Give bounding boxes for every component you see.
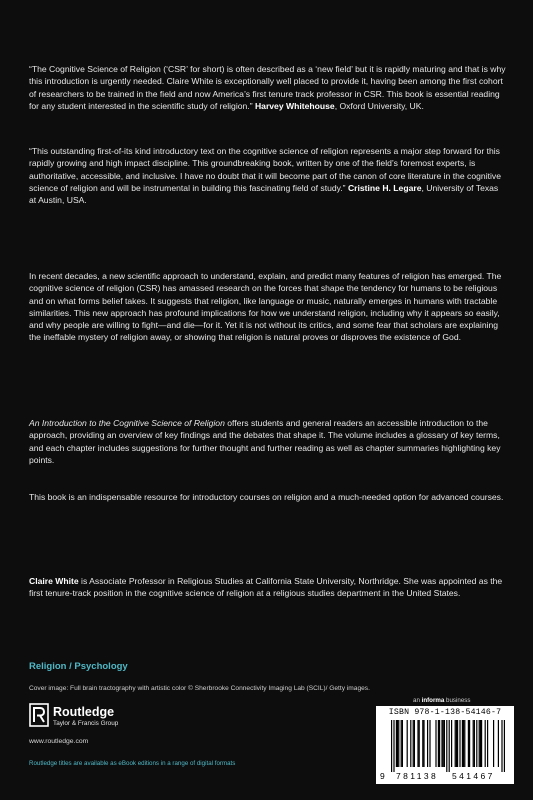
barcode-bar xyxy=(480,720,481,767)
informa-prefix: an xyxy=(413,697,422,704)
barcode-bar xyxy=(479,720,480,767)
description-text: In recent decades, a new scientific approach to understand, explain, and predict many features of religion has emerged. The cognitive science of religion (CSR) has amassed research on the forces that shape the tendency for humans to be religious and on what forms belief takes. It suggests that religion, like language or music, naturally emerges in humans with tractable similarities. This new approach has profound implications for how we understand religion, including why it appears so easily, and why people are willing to fight—and die—for it. Yet it is not without its critics, and some fear that scholars are explaining the ineffable mystery of religion away, or showing that religion is natural proves or disproves the existence of God. xyxy=(29,271,502,343)
barcode-digit-group-1: 781138 xyxy=(396,771,439,781)
author-bio xyxy=(29,575,507,600)
barcode-bar xyxy=(422,720,423,767)
isbn-barcode xyxy=(376,706,514,784)
barcode-bar xyxy=(393,720,394,772)
barcode-bar xyxy=(397,720,398,767)
barcode-bar xyxy=(457,720,458,767)
barcode-digit-group-2: 541467 xyxy=(452,771,495,781)
barcode-bar xyxy=(439,720,440,767)
barcode-bar xyxy=(419,720,420,767)
description-paragraph-1 xyxy=(29,270,507,344)
barcode-bar xyxy=(474,720,475,767)
quote-author: Harvey Whitehouse xyxy=(254,100,335,111)
description-text: offers students and general readers an accessible introduction to the approach, providing an overview of key findings and the debates that shape it. The volume includes a glossary of key terms, and each chapter includes suggestions for further thought and further reading as well as chapter summaries highlighting key points. xyxy=(29,418,501,465)
description-paragraph-3 xyxy=(29,491,507,503)
quote-text: “This outstanding first-of-its kind introductory text on the cognitive science of religion represents a major step forward for this rapidly growing and high impact discipline. This groundbreaking book, written by one of the field’s foremost experts, is authoritative, accessible, and inclusive. I have no doubt that it will become part of the canon of core literature in the cognitive science of religion and will be instrumental in building this fascinating field of study.” xyxy=(29,146,501,193)
barcode-bar xyxy=(462,720,463,767)
barcode-bar xyxy=(446,720,447,772)
barcode-bar xyxy=(455,720,456,767)
quote-text: “The Cognitive Science of Religion (‘CSR’ for short) is often described as a ‘new field’ but it is rapidly maturing and that is why this introduction is urgently needed. Claire White is exceptionally well placed to provide it, having been among the first cohort of researchers to be trained in the field and now America’s first tenure track professor in CSR. This book is essential reading for any student interested in the scientific study of religion.” xyxy=(29,64,506,111)
barcode-bar xyxy=(429,720,430,767)
barcode-bar xyxy=(413,720,414,767)
barcode-bar xyxy=(481,720,482,767)
quote-affiliation: , University of Texas at Austin, USA. xyxy=(29,182,499,206)
author-bio-text: is Associate Professor in Religious Studies at California State University, Northridge. She was appointed as the first tenure-track position in the cognitive science of religion at a religious studies department in the United States. xyxy=(29,576,503,599)
publisher-group: Taylor & Francis Group xyxy=(53,720,119,727)
endorsement-quote-2 xyxy=(29,145,507,206)
barcode-bar xyxy=(410,720,411,767)
informa-business-tag xyxy=(413,697,470,704)
barcode-bar xyxy=(441,720,442,767)
barcode-bar xyxy=(501,720,502,772)
barcode-bar xyxy=(451,720,452,767)
publisher-logo xyxy=(29,703,199,743)
barcode-bar xyxy=(498,720,499,767)
subject-category: Religion / Psychology xyxy=(29,661,128,672)
barcode-bar xyxy=(449,720,450,772)
barcode-bar xyxy=(402,720,403,767)
barcode-bar xyxy=(391,720,392,772)
barcode-bar xyxy=(473,720,474,767)
barcode-bar xyxy=(423,720,424,767)
barcode-bar xyxy=(487,720,488,767)
isbn-label: ISBN 978-1-138-54146-7 xyxy=(388,708,502,717)
barcode-bar xyxy=(463,720,464,767)
author-name: Claire White xyxy=(29,576,79,586)
endorsement-quote-1 xyxy=(29,63,507,112)
barcode-bar xyxy=(444,720,445,767)
barcode-bar xyxy=(443,720,444,767)
barcode-digit-first: 9 xyxy=(380,771,385,781)
routledge-logo-icon xyxy=(29,703,49,727)
description-paragraph-2 xyxy=(29,417,507,466)
informa-name: informa xyxy=(421,697,445,704)
description-text: This book is an indispensable resource for introductory courses on religion and a much-needed option for advanced courses. xyxy=(29,492,504,502)
barcode-bar xyxy=(476,720,477,767)
ebook-note: Routledge titles are available as eBook editions in a range of digital formats xyxy=(29,760,236,767)
barcode-bar xyxy=(435,720,436,767)
publisher-name: Routledge xyxy=(53,705,115,719)
barcode-bar xyxy=(401,720,402,767)
barcode-bar xyxy=(469,720,470,767)
informa-suffix: business xyxy=(444,697,471,704)
publisher-url: www.routledge.com xyxy=(29,738,89,745)
cover-credit: Cover image: Full brain tractography with artistic color © Sherbrooke Connectivity Imaging Lab (SCIL)/ Getty images. xyxy=(29,685,370,692)
quote-author: Cristine H. Legare xyxy=(347,182,422,193)
barcode-bar xyxy=(493,720,494,767)
barcode-bar xyxy=(438,720,439,767)
quote-affiliation: , Oxford University, UK. xyxy=(334,100,424,111)
barcode-bar xyxy=(464,720,465,767)
barcode-bar xyxy=(414,720,415,767)
barcode-bar xyxy=(459,720,460,767)
barcode-bar xyxy=(504,720,505,772)
barcode-bar xyxy=(417,720,418,767)
barcode-bar xyxy=(407,720,408,767)
barcode-bar xyxy=(398,720,399,767)
barcode-bars xyxy=(379,720,511,772)
barcode-bar xyxy=(427,720,428,767)
barcode-bar xyxy=(396,720,397,767)
barcode-bar xyxy=(468,720,469,767)
book-title: An Introduction to the Cognitive Science of Religion xyxy=(29,418,225,428)
barcode-bar xyxy=(485,720,486,767)
barcode-bar xyxy=(456,720,457,767)
